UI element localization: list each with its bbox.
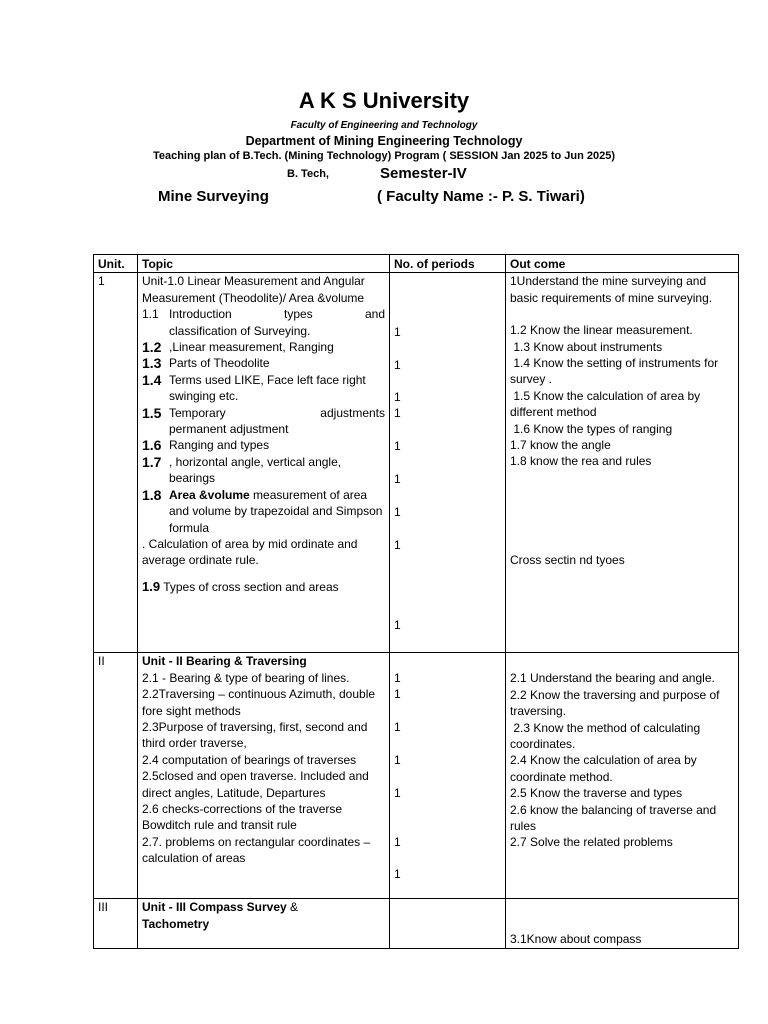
outcome-text: 1.5 Know the calculation of area by different method xyxy=(510,388,704,420)
topic-item xyxy=(142,421,385,437)
outcome-text: 1.6 Know the types of ranging xyxy=(510,421,673,436)
period-value: 1 xyxy=(394,505,401,520)
topic-cell xyxy=(138,899,390,949)
period-value: 1 xyxy=(394,472,401,487)
header-unit: Unit. xyxy=(94,255,138,273)
topic-text: Introduction types and xyxy=(169,307,385,322)
program-label: B. Tech, xyxy=(287,168,329,180)
table-header-row xyxy=(94,255,739,273)
header-periods: No. of periods xyxy=(390,255,506,273)
period-value: 1 xyxy=(394,406,401,421)
university-title: A K S University xyxy=(298,88,470,113)
header-outcome: Out come xyxy=(506,255,739,273)
unit-cell: II xyxy=(94,653,138,899)
topic-text xyxy=(169,487,385,536)
topic-item: 2.1 - Bearing & type of bearing of lines. xyxy=(142,670,350,685)
period-value: 1 xyxy=(394,439,401,454)
topic-item xyxy=(142,454,385,487)
outcome-text: 2.7 Solve the related problems xyxy=(510,835,673,850)
topic-number: 1.1 xyxy=(142,307,159,322)
topic-rest-text: measurement of area and volume by trapezoidal and Simpson formula xyxy=(169,487,383,535)
period-value: 1 xyxy=(394,358,401,373)
topic-text: Types of cross section and areas xyxy=(160,579,339,594)
period-value: 1 xyxy=(394,720,401,735)
outcome-text: 1Understand the mine surveying and basic requirements of mine surveying. xyxy=(510,274,713,305)
topic-item xyxy=(142,405,385,421)
department-line: Department of Mining Engineering Technology xyxy=(245,134,523,148)
unit-heading-bold: Unit - III Compass Survey xyxy=(142,900,287,915)
topic-number: 1.6 xyxy=(142,437,162,454)
outcome-cell xyxy=(506,899,739,949)
unit-cell: 1 xyxy=(94,273,138,653)
semester-label: Semester-IV xyxy=(380,165,467,182)
topic-number: 1.8 xyxy=(142,486,162,503)
outcome-text: 1.7 know the angle xyxy=(510,438,611,453)
topic-text: permanent adjustment xyxy=(169,422,289,437)
unit-heading-amp: & xyxy=(286,900,302,915)
periods-cell xyxy=(390,899,506,949)
period-value: 1 xyxy=(394,867,401,882)
outcome-text: 2.3 Know the method of calculating coordinates. xyxy=(510,720,704,752)
topic-text: ,Linear measurement, Ranging xyxy=(169,340,334,355)
topic-number: 1.3 xyxy=(142,355,162,372)
teaching-plan-line: Teaching plan of B.Tech. (Mining Technology) Program ( SESSION Jan 2025 to Jun 2025) xyxy=(152,150,616,162)
topic-text: Parts of Theodolite xyxy=(169,356,270,371)
topic-number: 1.7 xyxy=(142,453,162,470)
outcome-text: 1.2 Know the linear measurement. xyxy=(510,323,693,338)
teaching-plan-table xyxy=(93,254,739,949)
topic-item xyxy=(142,323,385,339)
periods-cell xyxy=(390,653,506,899)
unit-heading: Unit - II Bearing & Traversing xyxy=(142,654,307,669)
topic-item: 2.2Traversing – continuous Azimuth, double fore sight methods xyxy=(142,687,376,718)
period-value: 1 xyxy=(394,786,401,801)
outcome-text: 2.6 know the balancing of traverse and rules xyxy=(510,802,717,834)
table-row xyxy=(94,273,739,653)
topic-number: 1.2 xyxy=(142,339,162,356)
topic-item xyxy=(142,306,385,322)
subject-title: Mine Surveying xyxy=(158,188,269,205)
topic-cell xyxy=(138,273,390,653)
outcome-text: 1.8 know the rea and rules xyxy=(510,454,652,469)
unit-cell: III xyxy=(94,899,138,949)
period-value: 1 xyxy=(394,618,401,633)
unit-heading: Unit-1.0 Linear Measurement and Angular Measurement (Theodolite)/ Area &volume xyxy=(142,274,365,305)
period-value: 1 xyxy=(394,390,401,405)
topic-item: 2.7. problems on rectangular coordinates – calculation of areas xyxy=(142,834,371,866)
period-value: 1 xyxy=(394,687,401,702)
topic-item xyxy=(142,437,385,453)
period-value: 1 xyxy=(394,325,401,340)
faculty-name: ( Faculty Name :- P. S. Tiwari) xyxy=(377,188,585,205)
header-topic: Topic xyxy=(138,255,390,273)
outcome-cell xyxy=(506,653,739,899)
topic-text: classification of Surveying. xyxy=(169,323,311,338)
topic-item: 2.6 checks-corrections of the traverse Bowditch rule and transit rule xyxy=(142,802,343,833)
topic-cell xyxy=(138,653,390,899)
period-value: 1 xyxy=(394,538,401,553)
outcome-text: 2.4 Know the calculation of area by coordinate method. xyxy=(510,753,697,784)
outcome-cell xyxy=(506,273,739,653)
outcome-text: 2.2 Know the traversing and purpose of traversing. xyxy=(510,687,720,719)
outcome-text: 1.3 Know about instruments xyxy=(510,339,663,354)
topic-text: Temporary adjustments xyxy=(169,405,385,420)
topic-bold-text: Area &volume xyxy=(169,487,250,502)
outcome-text: 2.5 Know the traverse and types xyxy=(510,786,683,801)
unit-heading xyxy=(142,899,385,932)
topic-item xyxy=(142,355,385,371)
faculty-line: Faculty of Engineering and Technology xyxy=(290,120,478,131)
topic-item xyxy=(142,372,385,405)
topic-text: , horizontal angle, vertical angle, bearings xyxy=(169,454,342,486)
outcome-text: 1.4 Know the setting of instruments for survey . xyxy=(510,356,722,387)
topic-text: Ranging and types xyxy=(169,438,270,453)
topic-item xyxy=(142,487,385,536)
period-value: 1 xyxy=(394,753,401,768)
topic-extra: . Calculation of area by mid ordinate and average ordinate rule. xyxy=(142,536,358,568)
topic-number: 1.4 xyxy=(142,371,162,388)
topic-item xyxy=(142,579,385,595)
unit-heading-bold-2: Tachometry xyxy=(142,916,210,931)
table-row xyxy=(94,899,739,949)
period-value: 1 xyxy=(394,835,401,850)
topic-item: 2.3Purpose of traversing, first, second and third order traverse, xyxy=(142,720,368,751)
topic-number: 1.5 xyxy=(142,404,162,421)
periods-cell xyxy=(390,273,506,653)
topic-text: Terms used LIKE, Face left face right swinging etc. xyxy=(169,372,366,404)
topic-item xyxy=(142,339,385,355)
outcome-text: 2.1 Understand the bearing and angle. xyxy=(510,671,715,686)
topic-item: 2.4 computation of bearings of traverses xyxy=(142,752,357,767)
topic-item: 2.5closed and open traverse. Included and direct angles, Latitude, Departures xyxy=(142,769,369,800)
outcome-text: Cross sectin nd tyoes xyxy=(510,552,625,567)
table-row xyxy=(94,653,739,899)
topic-number: 1.9 xyxy=(142,578,161,594)
outcome-text: 3.1Know about compass xyxy=(510,932,642,947)
period-value: 1 xyxy=(394,671,401,686)
